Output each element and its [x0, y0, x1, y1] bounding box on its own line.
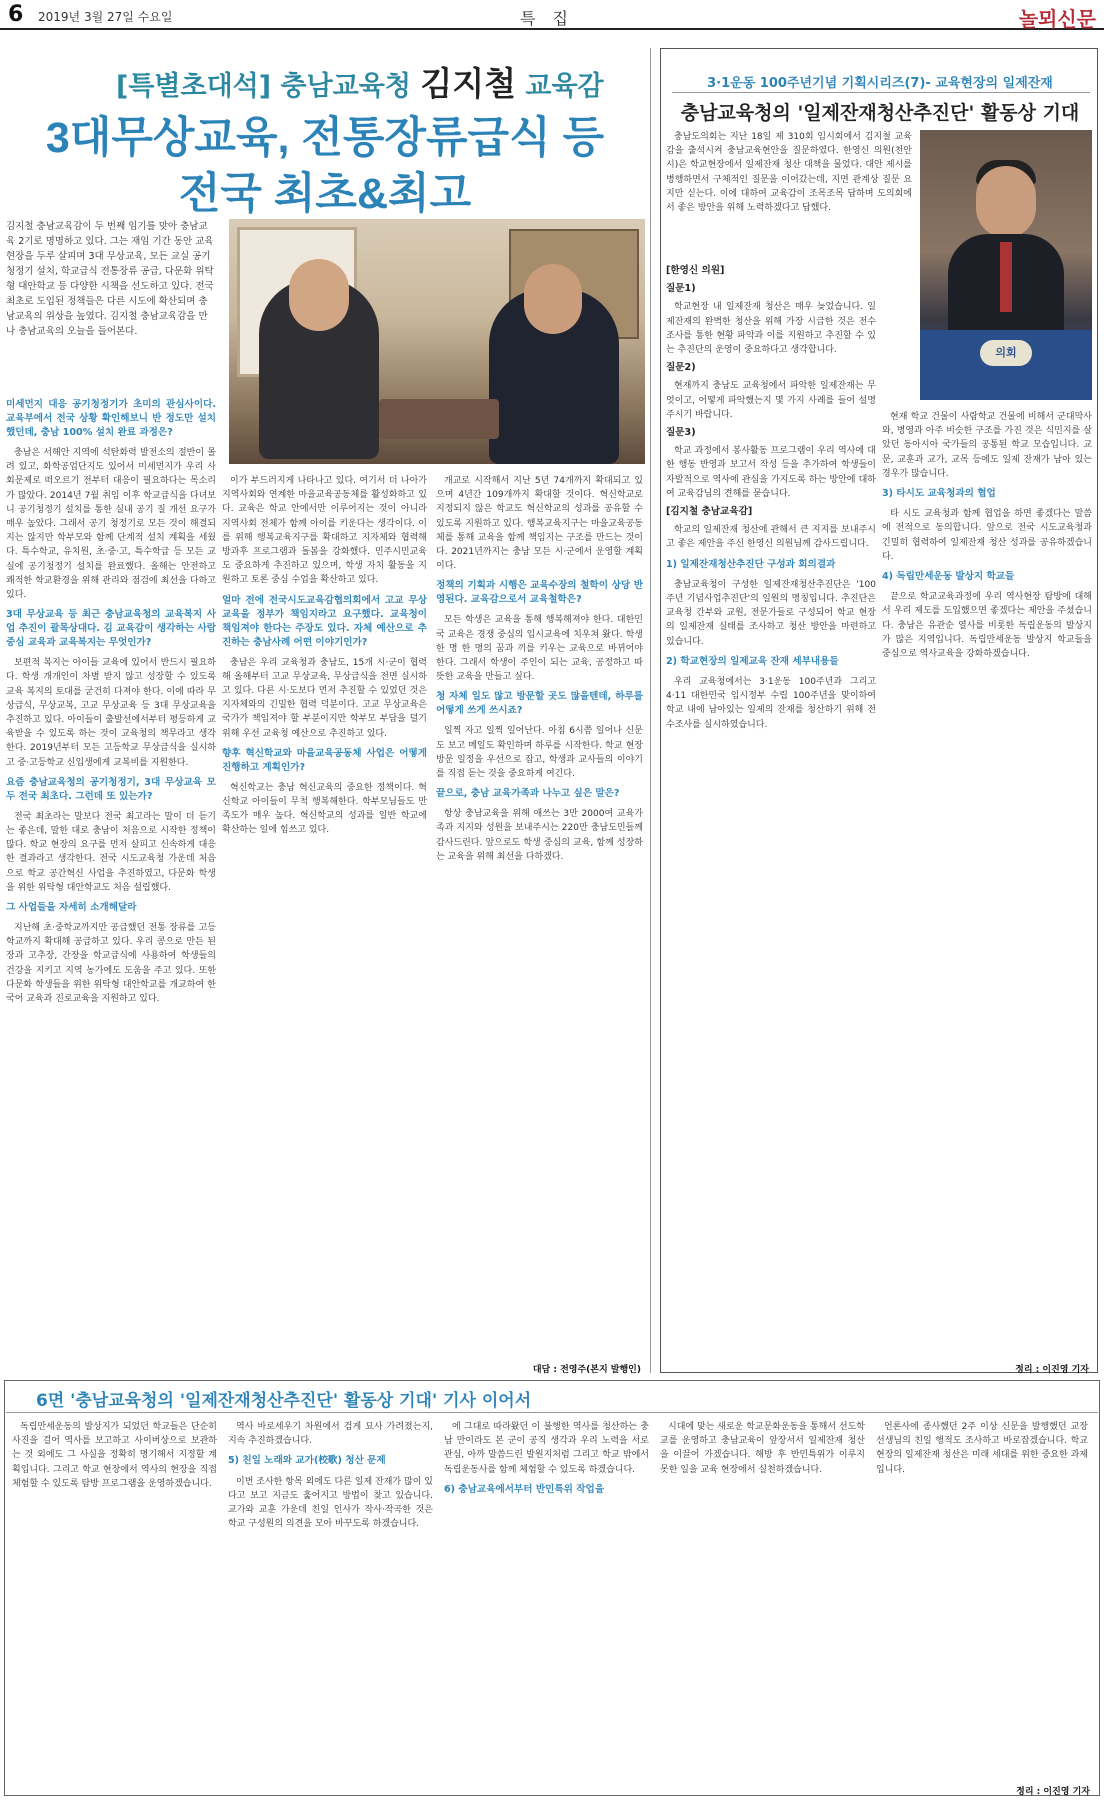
- question-2-label: 질문2): [666, 362, 696, 374]
- section-4-heading: 4) 독립만세운동 발상지 학교들: [882, 571, 1015, 583]
- series-rule: [672, 92, 1090, 93]
- question-3: 요즘 충남교육청의 공기청정기, 3대 무상교육 모두 전국 최초다. 그런데 또 있는가?: [6, 776, 216, 802]
- page-number: 6: [8, 2, 24, 27]
- column-2-text: 이가 부드러지게 나타나고 있다. 여기서 더 나아가 지역사회와 연계한 마을교육공동체를 활성화하고 있다. 교육은 학교 안에서만 이루어지는 것이 아니라 지역사회 전체가 함께 아이를 키운다는 생각이다. 이를 위해 행복교육지구를 확대하고 지자체와 협력해 방과후 프로그램과 돌봄을 강화했다. 민주시민교육도 중요하게 추진하고 있으며, 학생 자치 활동을 지원하고 토론 중심 수업을 확산하고 있다.: [222, 476, 427, 586]
- section-2-text: 우리 교육청에서는 3·1운동 100주년과 그리고 4·11 대한민국 임시정부 수립 100주년을 맞이하여 학교 내에 남아있는 일제의 잔재를 청산하기 위해 전수조사를 실시하였습니다.: [666, 677, 876, 730]
- continuation-column-2: [228, 1420, 433, 1780]
- right-column-2-text: 현재 학교 건물이 사람학교 건물에 비해서 군대막사와, 병영과 아주 비슷한 구조를 가진 것은 식민지를 살았던 동아시아 국가들의 공통된 학교 모습입니다. 교문, 교훈과 교가, 교목 등에도 일제 잔재가 남아 있는 경우가 많습니다.: [882, 412, 1092, 479]
- photo-head: [976, 166, 1036, 238]
- photo-table: [379, 399, 499, 439]
- question-7: 정책의 기획과 시행은 교육수장의 철학이 상당 반영된다. 교육감으로서 교육철학은?: [436, 580, 643, 606]
- answer-3: 전국 최초라는 말보다 전국 최고라는 말이 더 듣기는 좋은데, 말한 대로 충남이 처음으로 시작한 정책이 많다. 학교 현장의 요구를 먼저 살피고 신속하게 대응한 결과라고 생각한다. 전국 시도교육청 가운데 처음으로 학교 공간혁신 사업을 추진하였고, 다문화 학생을 위한 위탁형 대안학교도 처음 설립했다.: [6, 811, 216, 893]
- question-9: 끝으로, 충남 교육가족과 나누고 싶은 말은?: [436, 788, 620, 800]
- question-8: 청 자체 일도 많고 방문할 곳도 많을텐데, 하루를 어떻게 쓰게 쓰시죠?: [436, 691, 643, 717]
- continuation-text-5: 언론사에 종사했던 2주 이상 신문을 발행했던 교장선생님의 친일 행적도 조사하고 바로잡겠습니다. 학교 현장의 일제잔재 청산은 미래 세대를 위한 중요한 과제입니다.: [876, 1422, 1088, 1475]
- superintendent-label: [김지철 충남교육감]: [666, 506, 753, 518]
- answer-8: 일찍 자고 일찍 일어난다. 아침 6시쯤 일어나 신문도 보고 메일도 확인하며 하루를 시작한다. 학교 현장 방문 일정을 우선으로 잡고, 학생과 교사들의 이야기를 직접 듣는 것을 중요하게 여긴다.: [436, 726, 643, 780]
- kicker-suffix: 교육감: [525, 71, 604, 102]
- question-4: 그 사업들을 자세히 소개해달라: [6, 902, 137, 914]
- photo-tie: [1000, 242, 1012, 312]
- issue-date: 2019년 3월 27일 수요일: [38, 10, 173, 24]
- section-6-heading: 6) 충남교육에서부터 반민특위 작업을: [444, 1483, 605, 1495]
- podium-emblem: 의회: [980, 340, 1032, 366]
- headline-line-2: 전국 최초&최고: [178, 170, 472, 218]
- section-1-heading: 1) 일제잔재청산추진단 구성과 회의결과: [666, 558, 836, 570]
- column-3-text: 개교로 시작해서 지난 5년 74개까지 확대되고 있으며 4년간 109개까지 확대할 것이다. 혁신학교로 지정되지 않은 학교도 혁신학교의 성과를 공유할 수 있도록 지원하고 있다. 행복교육지구는 마을교육공동체를 통해 교육을 함께 책임지는 구조를 만드는 것이다. 2021년까지는 충남 모든 시·군에서 운영할 계획이다.: [436, 476, 643, 572]
- right-article-title: 충남교육청의 '일제잔재청산추진단' 활동상 기대: [680, 102, 1080, 124]
- interview-photo: [229, 219, 645, 464]
- right-question-1: 학교현장 내 일제잔재 청산은 매우 늦었습니다. 일제잔재의 완벽한 청산을 위해 가장 시급한 것은 전수조사를 통한 현황 파악과 이를 지원하고 추진할 수 있는 추진단의 운영이 중요하다고 생각합니다.: [666, 302, 876, 356]
- article-column-3: [436, 474, 643, 1354]
- question-3-label: 질문3): [666, 427, 696, 439]
- continuation-title: 6면 '충남교육청의 '일제잔재청산추진단' 활동상 기대' 기사 이어서: [36, 1391, 532, 1411]
- headline-line-1: 3대무상교육, 전통장류급식 등: [45, 114, 605, 162]
- continuation-text-3: 에 그대로 따라왔던 이 불행한 역사를 청산하는 충남 만이라도 본 군이 공직 생각과 우리 노력을 서로 관심, 아까 말씀드린 발원지처럼 그리고 학교 밖에서 독립운동사를 함께 체험할 수 있도록 하겠습니다.: [444, 1422, 649, 1475]
- answer-7: 모든 학생은 교육을 통해 행복해져야 한다. 대한민국 교육은 경쟁 중심의 입시교육에 치우쳐 왔다. 학생 한 명 한 명의 꿈과 끼를 키우는 교육으로 바뀌어야 한다. 그래서 학생이 주인이 되는 교육, 공정하고 따뜻한 교육을 만들고 싶다.: [436, 615, 643, 683]
- continuation-text-1: 독립만세운동의 발상지가 되었던 학교들은 단순히 사진을 걸어 역사를 보고하고 사이버상으로 보관하는 것 외에도 그 사실을 정확히 명기해서 지정할 계획입니다. 그리고 학교 현장에서 역사의 현장을 직접 체험할 수 있도록 탐방 프로그램을 운영하겠습니다.: [12, 1422, 217, 1489]
- continuation-credit: 정리 : 이진영 기자: [1016, 1787, 1090, 1797]
- answer-9: 항상 충남교육을 위해 애쓰는 3만 2000여 교육가족과 지지와 성원을 보내주시는 220만 충남도민들께 감사드린다. 앞으로도 학생 중심의 교육, 함께 성장하는 교육을 위해 최선을 다하겠다.: [436, 809, 643, 862]
- section-5-heading: 5) 친일 노래와 교가(校歌) 청산 문제: [228, 1455, 386, 1467]
- continuation-rule: [6, 1412, 1098, 1413]
- continuation-column-3: [444, 1420, 649, 1780]
- answer-2: 보편적 복지는 아이들 교육에 있어서 반드시 필요하다. 학생 개개인이 차별 받지 않고 성장할 수 있도록 교육 복지의 토대를 굳건히 다져야 한다. 이에 따라 무상급식, 무상교복, 고교 무상교육 등 3대 무상교육을 추진하고 있다. 아이들이 출발선에서부터 평등하게 교육받을 수 있도록 하는 것이 교육청의 책무라고 생각한다. 2019년부터 모든 고등학교 무상급식을 실시하고 중·고등학교 신입생에게 교복비를 지원한다.: [6, 658, 216, 768]
- right-lead-text: 충남도의회는 지난 18일 제 310회 임시회에서 김지철 교육감을 출석시켜 충남교육현안을 질문하였다. 한영신 의원(천안시)은 학교현장에서 일제잔재 청산 대책을 물었다. 대안 제시를 병행하면서 구체적인 질문을 이어갔는데, 지면 관계상 질문 요지만 싣는다. 이에 대하여 교육감이 조목조목 답하며 도의회에서 좋은 방안을 위해 노력하겠다고 답했다.: [666, 132, 912, 214]
- section-1-text: 충남교육청이 구성한 일제잔재청산추진단은 '100주년 기념사업추진단'의 일원의 명칭입니다. 추진단은 교육청 간부와 교원, 전문가들로 구성되어 학교 현장의 일제잔재 실태를 조사하고 청산 방안을 마련하고 있습니다.: [666, 579, 876, 647]
- series-title: 3·1운동 100주년기념 기획시리즈(7)- 교육현장의 일제잔재: [707, 76, 1053, 91]
- article-intro: 김지철 충남교육감이 두 번째 임기를 맞아 충남교육 2기로 명명하고 있다. 그는 재임 기간 동안 교육 현장을 두루 살피며 3대 무상교육, 모든 교실 공기청정기 설치, 학교급식 전통장류 공급, 다문화 위탁형 대안학교 등 다양한 시책을 선도하고 있다. 전국 최초로 도입된 정책들은 다른 시도에 확산되며 충남교육의 위상을 높였다. 김지철 충남교육감을 만나 충남교육의 오늘을 들어본다.: [6, 221, 214, 337]
- question-1: 미세먼지 대응 공기청정기가 초미의 관심사이다. 교육부에서 전국 상황 확인해보니 반 정도만 설치했던데, 충남 100% 설치 완료 과정은?: [6, 399, 216, 438]
- right-column-1: [666, 260, 876, 1360]
- question-1-label: 질문1): [666, 283, 696, 295]
- article-kicker: [116, 58, 604, 105]
- photo-head-left: [289, 259, 349, 331]
- article-column-1: [6, 392, 216, 1367]
- section-3-heading: 3) 타시도 교육청과의 협업: [882, 488, 996, 500]
- interview-credit: 대담 : 전영주(본지 발행인): [532, 1365, 641, 1375]
- right-question-3: 학교 과정에서 봉사활동 프로그램이 우리 역사에 대한 행동 반영과 보고서 작성 등을 추가하여 학생들이 자발적으로 역사에 관심을 가지도록 하는 방안에 대하여 교육감님의 견해를 묻습니다.: [666, 446, 876, 499]
- right-column-2: [882, 410, 1092, 1360]
- right-lead: [666, 130, 912, 250]
- answer-intro: 학교의 일제잔재 청산에 관해서 큰 지지를 보내주시고 좋은 제안을 주신 한영신 의원님께 감사드립니다.: [666, 525, 876, 550]
- section-2-heading: 2) 학교현장의 일제교육 잔재 세부내용들: [666, 655, 839, 667]
- question-6: 향후 혁신학교와 마을교육공동체 사업은 어떻게 진행하고 계획인가?: [222, 747, 427, 773]
- kicker-prefix: [특별초대석] 충남교육청: [116, 71, 411, 102]
- section-name: 특 집: [520, 9, 574, 28]
- question-5: 얼마 전에 전국시도교육감협의회에서 고교 무상교육을 정부가 책임지라고 요구했다. 교육청이 책임져야 한다는 주장도 있다. 자체 예산으로 추진하는 충남사례 어떤 이야기인가?: [222, 594, 427, 648]
- column-divider: [650, 48, 651, 1373]
- kicker-name: 김지철: [420, 64, 516, 103]
- continuation-text-2: 역사 바로세우기 차원에서 검게 묘사 가려졌는지, 지속 추진하겠습니다.: [228, 1422, 433, 1447]
- continuation-column-1: [12, 1420, 217, 1780]
- right-credit: 정리 : 이진영 기자: [1015, 1365, 1089, 1375]
- answer-1: 충남은 서해안 지역에 석탄화력 발전소의 절반이 몰려 있고, 화학공업단지도 있어서 미세먼지가 우리 사회문제로 떠오르기 전부터 대응이 필요하다는 목소리가 많았다. 2014년 7월 취임 이후 학교급식을 다녀보니 공기청정기 설치를 통한 실내 공기 질 개선 요구가 매우 높았다. 그래서 공기 청정기로 모든 것이 해결되지는 않지만 학부모와 함께 단계적 설치 계획을 세웠다. 특수학교, 유치원, 초·중·고, 특수학급 등 모든 교실에 공기청정기 설치를 완료했다. 올해는 안전하고 쾌적한 학교환경을 위해 관리와 점검에 최선을 다하고 있다.: [6, 448, 216, 601]
- continuation-text-4: 시대에 맞는 새로운 학교문화운동을 통해서 선도학교를 운영하고 충남교육이 앞장서서 일제잔재 청산을 이끌어 가겠습니다. 해방 후 반민특위가 이루지 못한 일을 교육 현장에서 실천하겠습니다.: [660, 1422, 865, 1475]
- answer-4: 지난해 초·중학교까지만 공급했던 전통 장류를 고등학교까지 확대해 공급하고 있다. 우리 콩으로 만든 된장과 고추장, 간장을 학교급식에 사용하여 학생들의 건강을 지키고 지역 농가에도 도움을 주고 있다. 또한 다문화 학생들을 위한 위탁형 대안학교를 개교하여 한국어 교육과 진로교육을 지원하고 있다.: [6, 923, 216, 1005]
- section-4-text: 끝으로 학교교육과정에 우리 역사현장 탐방에 대해서 우리 제도를 도입했으면 좋겠다는 제안을 주셨습니다. 충남은 유관순 열사를 비롯한 독립운동의 발상지가 많은 지역입니다. 독립만세운동 발상지 학교들을 중심으로 역사교육을 강화하겠습니다.: [882, 592, 1092, 660]
- continuation-column-4: [660, 1420, 865, 1780]
- continuation-column-5: [876, 1420, 1088, 1775]
- member-label: [한영신 의원]: [666, 265, 725, 276]
- continuation-text-2b: 이번 조사한 항목 외에도 다른 일제 잔재가 많이 있다고 보고 지금도 훑어지고 방법이 찾고 있습니다. 교가와 교훈 가운데 친일 인사가 작사·작곡한 것은 학교 구성원의 의견을 모아 바꾸도록 하겠습니다.: [228, 1476, 433, 1530]
- right-question-2: 현재까지 충남도 교육청에서 파악한 일제잔재는 무엇이고, 어떻게 파악했는지 몇 가지 사례를 들어 설명 주시기 바랍니다.: [666, 381, 876, 420]
- question-2: 3대 무상교육 등 최근 충남교육청의 교육복지 사업 추진이 괄목상대다. 김 교육감이 생각하는 사람 중심 교육과 교육복지는 무엇인가?: [6, 609, 216, 649]
- article-column-2: [222, 474, 427, 1367]
- answer-5: 충남은 우리 교육청과 충남도, 15개 시·군이 협력해 올해부터 고교 무상교육, 무상급식을 전면 실시하고 있다. 다른 시·도보다 먼저 추진할 수 있었던 것은 지자체와의 긴밀한 협력 덕분이다. 고교 무상교육은 국가가 책임져야 할 부분이지만 학부모 부담을 덜기 위해 우선 교육청 예산으로 추진하고 있다.: [222, 657, 427, 739]
- answer-6: 혁신학교는 충남 혁신교육의 중요한 정책이다. 혁신학교 아이들이 무척 행복해한다. 학부모님들도 만족도가 매우 높다. 혁신학교의 성과를 일반 학교에 확산하는 일에 힘쓰고 있다.: [222, 782, 427, 836]
- newspaper-logo: 놀뫼신문: [1018, 7, 1096, 31]
- section-3-text: 타 시도 교육청과 함께 협업을 하면 좋겠다는 말씀에 전적으로 동의합니다. 앞으로 전국 시도교육청과 긴밀히 협력하여 일제잔재 청산 성과를 공유하겠습니다.: [882, 509, 1092, 562]
- page-header: [0, 0, 1104, 30]
- photo-head-right: [524, 264, 582, 334]
- superintendent-photo: [920, 130, 1092, 400]
